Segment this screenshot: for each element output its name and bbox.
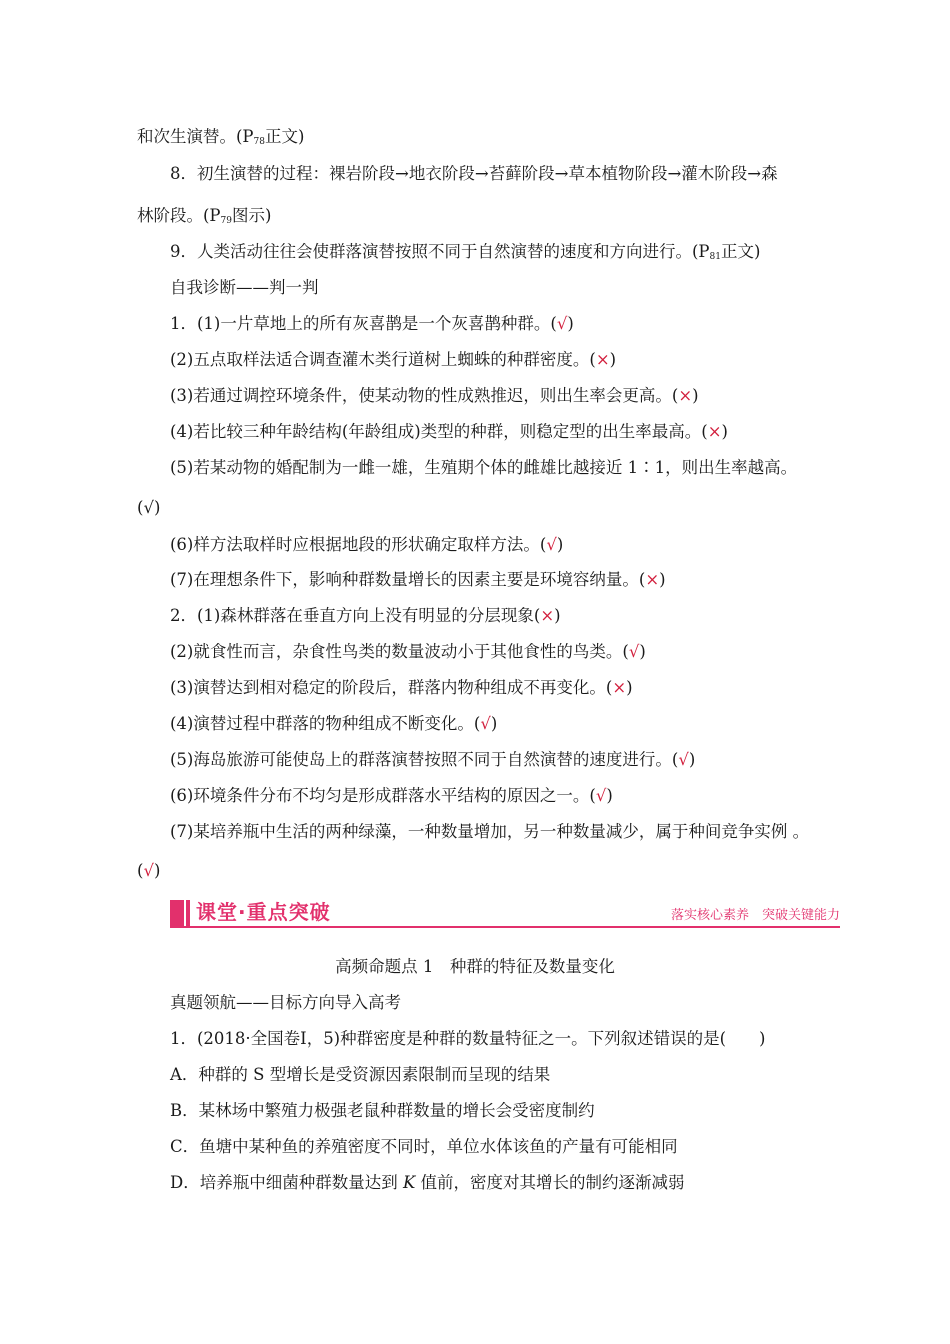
- check-mark: √: [556, 314, 568, 333]
- judge-text: 2．(1)森林群落在垂直方向上没有明显的分层现象(: [170, 606, 541, 625]
- item-9-line: [170, 241, 840, 268]
- option-d: [170, 1172, 840, 1194]
- close-paren: ): [153, 498, 161, 517]
- close-paren: ): [721, 422, 728, 441]
- judge-text: (4)若比较三种年龄结构(年龄组成)类型的种群，则稳定型的出生率最高。(: [170, 422, 708, 441]
- close-paren: ): [490, 714, 498, 733]
- judge-item: [170, 785, 840, 807]
- judge-text: (2)五点取样法适合调查灌木类行道树上蜘蛛的种群密度。(: [170, 350, 596, 369]
- close-paren: ): [567, 314, 574, 333]
- item-8-line-1: 8．初生演替的过程：裸岩阶段→地衣阶段→苔藓阶段→草本植物阶段→灌木阶段→森: [170, 164, 778, 183]
- page-ref: 79: [220, 216, 232, 226]
- judge-item: [170, 349, 840, 371]
- judge-item: [170, 605, 840, 627]
- judge-text: (4)演替过程中群落的物种组成不断变化。(: [170, 714, 481, 733]
- open-paren: (: [137, 498, 144, 517]
- sub-heading: 真题领航——目标方向导入高考: [170, 993, 401, 1012]
- judge-item: [170, 313, 840, 335]
- judge-item-27-line-1: (7)某培养瓶中生活的两种绿藻，一种数量增加，另一种数量减少，属于种间竞争实例 。: [170, 822, 810, 841]
- question-stem: 1．(2018·全国卷Ⅰ，5)种群密度是种群的数量特征之一。下列叙述错误的是( ): [170, 1029, 766, 1048]
- item-8-line-2: [137, 205, 840, 232]
- close-paren: ): [606, 786, 613, 805]
- option-b: B．某林场中繁殖力极强老鼠种群数量的增长会受密度制约: [170, 1101, 595, 1120]
- judge-item-5-line-2: [137, 497, 840, 519]
- judge-text: 1．(1)一片草地上的所有灰喜鹊是一个灰喜鹊种群。(: [170, 314, 557, 333]
- page-ref: 78: [253, 137, 265, 147]
- judge-item: [170, 713, 840, 735]
- section-banner: [170, 898, 840, 928]
- check-mark: √: [480, 714, 491, 733]
- self-check-heading: 自我诊断——判一判: [170, 278, 319, 297]
- banner-accent-block: [170, 900, 184, 926]
- banner-accent-stripe: [186, 900, 190, 926]
- option-c: C．鱼塘中某种鱼的养殖密度不同时，单位水体该鱼的产量有可能相同: [170, 1137, 678, 1156]
- intro-text: 和次生演替。(P: [137, 127, 254, 146]
- judge-text: (5)海岛旅游可能使岛上的群落演替按照不同于自然演替的速度进行。(: [170, 750, 679, 769]
- close-paren: ): [153, 861, 161, 880]
- check-mark: √: [143, 498, 154, 517]
- option-d-tail: 值前，密度对其增长的制约逐渐减弱: [415, 1173, 685, 1192]
- judge-item: [170, 641, 840, 663]
- judge-item: [170, 749, 840, 771]
- check-mark: √: [595, 786, 607, 805]
- banner-title: 课堂·重点突破: [196, 900, 331, 924]
- judge-item: [170, 534, 840, 556]
- topic-heading: 高频命题点 1 种群的特征及数量变化: [335, 957, 615, 976]
- close-paren: ): [626, 678, 633, 697]
- cross-mark: ×: [612, 678, 627, 697]
- judge-item-5-line-1: (5)若某动物的婚配制为一雌一雄，生殖期个体的雌雄比越接近 1∶1，则出生率越高。: [170, 458, 798, 477]
- option-d-text: D．培养瓶中细菌种群数量达到: [170, 1173, 403, 1192]
- item-8-tail: 图示): [232, 206, 272, 225]
- close-paren: ): [688, 750, 696, 769]
- judge-text: (2)就食性而言，杂食性鸟类的数量波动小于其他食性的鸟类。(: [170, 642, 629, 661]
- close-paren: ): [609, 350, 617, 369]
- cross-mark: ×: [678, 386, 693, 405]
- cross-mark: ×: [540, 606, 555, 625]
- option-a: A．种群的 S 型增长是受资源因素限制而呈现的结果: [170, 1065, 551, 1084]
- banner-slogan: 落实核心素养 突破关键能力: [670, 908, 840, 923]
- judge-item-27-line-2: [137, 860, 840, 882]
- judge-text: (6)环境条件分布不均匀是形成群落水平结构的原因之一。(: [170, 786, 596, 805]
- check-mark: √: [143, 861, 154, 880]
- judge-text: (7)在理想条件下，影响种群数量增长的因素主要是环境容纳量。(: [170, 570, 646, 589]
- cross-mark: ×: [595, 350, 610, 369]
- intro-tail: 正文): [265, 127, 305, 146]
- judge-item: [170, 677, 840, 699]
- intro-continuation-line: [137, 126, 840, 153]
- close-paren: ): [692, 386, 699, 405]
- cross-mark: ×: [645, 570, 660, 589]
- open-paren: (: [137, 861, 144, 880]
- judge-item: [170, 385, 840, 407]
- banner-underline: [170, 926, 840, 928]
- check-mark: √: [546, 535, 557, 554]
- close-paren: ): [554, 606, 561, 625]
- close-paren: ): [556, 535, 564, 554]
- close-paren: ): [639, 642, 646, 661]
- judge-text: (6)样方法取样时应根据地段的形状确定取样方法。(: [170, 535, 547, 554]
- judge-text: (3)演替达到相对稳定的阶段后，群落内物种组成不再变化。(: [170, 678, 613, 697]
- cross-mark: ×: [707, 422, 722, 441]
- judge-item: [170, 421, 840, 443]
- page-ref: 81: [709, 252, 721, 262]
- item-9-text: 9．人类活动往往会使群落演替按照不同于自然演替的速度和方向进行。(P: [170, 242, 710, 261]
- judge-text: (3)若通过调控环境条件，使某动物的性成熟推迟，则出生率会更高。(: [170, 386, 679, 405]
- judge-item: [170, 569, 840, 591]
- check-mark: √: [678, 750, 689, 769]
- close-paren: ): [659, 570, 666, 589]
- item-9-tail: 正文): [721, 242, 761, 261]
- item-8-text: 林阶段。(P: [137, 206, 221, 225]
- check-mark: √: [628, 642, 640, 661]
- k-symbol: K: [402, 1173, 416, 1192]
